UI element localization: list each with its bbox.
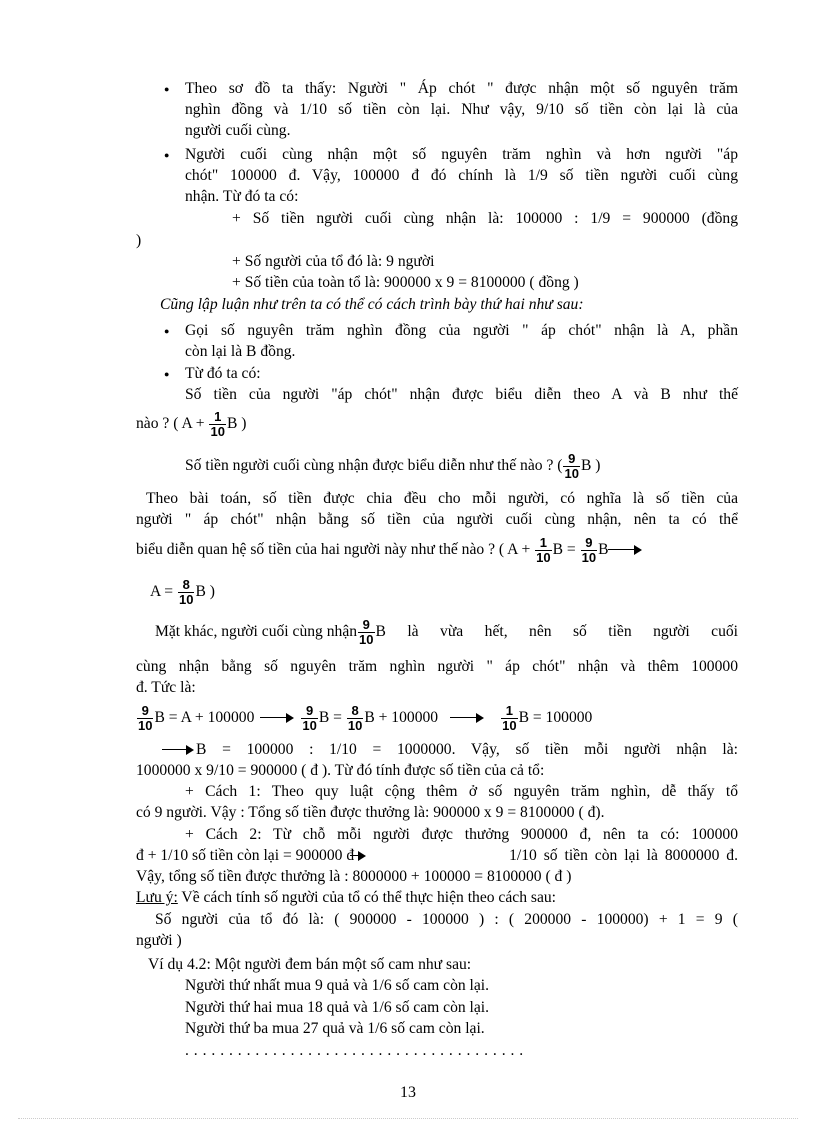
fraction-nine-tenths: $\frac{9}{10}$: [138, 702, 153, 733]
implies-arrow-icon: [260, 713, 294, 723]
paragraph-line: + Số tiền của toàn tổ là: 900000 x 9 = 8100000 ( đồng ): [232, 274, 579, 291]
list-item: Người thứ ba mua 27 quả và 1/6 số cam còn lại.: [185, 1020, 485, 1037]
formula-text: B =: [552, 541, 580, 558]
page-number: 13: [400, 1084, 416, 1101]
bullet-paragraph-line: ● Từ đó ta có:: [185, 364, 261, 384]
italic-paragraph-line: Cũng lập luận như trên ta có thể có cách trình bày thứ hai như sau:: [160, 296, 584, 313]
paragraph-line: + Số tiền người cuối cùng nhận là: 100000 : 1/9 = 900000 (đồng: [232, 210, 738, 227]
fraction-eight-tenths: $\frac{8}{10}$: [347, 702, 363, 733]
bullet-paragraph-line: ● Theo sơ đồ ta thấy: Người " Áp chót " được nhận một số nguyên trăm: [185, 79, 738, 99]
paragraph-line: nghìn đồng và 1/10 số tiền còn lại. Như vậy, 9/10 số tiền còn lại là của: [185, 101, 738, 118]
formula-text: Mặt khác, người cuối cùng nhận: [155, 623, 358, 640]
paragraph-line: có 9 người. Vậy : Tổng số tiền được thưởng là: 900000 x 9 = 8100000 ( đ).: [136, 804, 605, 821]
formula-line: [136, 535, 648, 565]
formula-line: [150, 577, 215, 607]
formula-text: B = A + 100000: [154, 709, 255, 726]
implies-arrow-icon: [450, 713, 484, 723]
paragraph-line: còn lại là B đồng.: [185, 343, 296, 360]
note-text: Về cách tính số người của tổ có thể thực hiện theo cách sau:: [177, 889, 557, 906]
formula-text: B ): [580, 457, 601, 474]
fraction-nine-tenths: $\frac{9}{10}$: [581, 534, 597, 565]
formula-text: B = 100000 : 1/10 = 1000000. Vậy, số tiền mỗi người nhận là:: [196, 741, 738, 758]
formula-line: [162, 740, 738, 760]
bullet-paragraph-line: ● Người cuối cùng nhận một số nguyên trăm nghìn và hơn người "áp: [185, 145, 738, 165]
formula-text: B = 100000: [518, 709, 593, 726]
note-line: [136, 888, 556, 908]
paragraph-line: người ): [136, 932, 182, 949]
implies-arrow-icon: [162, 745, 194, 755]
implies-arrow-icon: [608, 545, 642, 555]
list-item: Người thứ hai mua 18 quả và 1/6 số cam còn lại.: [185, 999, 490, 1016]
paragraph-line: Số người của tổ đó là: ( 900000 - 100000 ) : ( 200000 - 100000) + 1 = 9 (: [155, 911, 738, 928]
fraction-nine-tenths: $\frac{9}{10}$: [564, 450, 579, 481]
formula-text: B là vừa hết, nên số tiền người cuối: [375, 623, 738, 640]
example-heading: Ví dụ 4.2: Một người đem bán một số cam như sau:: [148, 956, 472, 973]
fraction-one-tenth: $\frac{1}{10}$: [210, 408, 225, 439]
formula-line: [155, 617, 738, 647]
formula-text: B ): [226, 415, 247, 432]
paragraph-line: người cuối cùng.: [185, 122, 291, 139]
formula-text: Số tiền người cuối cùng nhận được biểu diễn như thế nào ? (: [185, 457, 563, 474]
paragraph-line: 1000000 x 9/10 = 900000 ( đ ). Từ đó tính được số tiền của cả tổ:: [136, 762, 545, 779]
formula-line: [136, 409, 246, 439]
paragraph-line: Theo bài toán, số tiền được chia đều cho mỗi người, có nghĩa là số tiền của: [146, 490, 738, 507]
bullet-paragraph-line: ● Gọi số nguyên trăm nghìn đồng của người " áp chót" nhận là A, phần: [185, 321, 738, 341]
formula-text: nào ? ( A +: [136, 415, 209, 432]
fraction-nine-tenths: $\frac{9}{10}$: [302, 702, 317, 733]
paragraph-line: ): [136, 232, 142, 249]
formula-text: B =: [318, 709, 346, 726]
formula-text: B: [598, 541, 609, 558]
footer-divider: [18, 1118, 798, 1119]
paragraph-line: Số tiền của người "áp chót" nhận được biểu diễn theo A và B như thế: [185, 386, 738, 403]
formula-text: đ + 1/10 số tiền còn lại = 900000 đ: [136, 847, 355, 864]
paragraph-line: + Cách 1: Theo quy luật cộng thêm ở số nguyên trăm nghìn, dễ thấy tổ: [185, 783, 738, 800]
fraction-nine-tenths: $\frac{9}{10}$: [359, 616, 374, 647]
note-label: Lưu ý:: [136, 889, 178, 906]
paragraph-line: chót" 100000 đ. Vậy, 100000 đ đó chính là 1/9 số tiền người cuối cùng: [185, 167, 738, 184]
paragraph-line: người " áp chót" nhận bằng số tiền của người cuối cùng nhận, nên ta có thể: [136, 511, 738, 528]
fraction-one-tenth: $\frac{1}{10}$: [536, 534, 551, 565]
formula-text: B + 100000: [364, 709, 439, 726]
formula-text: 1/10 số tiền còn lại là 8000000 đ.: [509, 847, 738, 864]
paragraph-line: Vậy, tổng số tiền được thưởng là : 8000000 + 100000 = 8100000 ( đ ): [136, 868, 572, 885]
paragraph-line: + Cách 2: Từ chỗ mỗi người được thưởng 900000 đ, nên ta có: 100000: [185, 826, 738, 843]
implies-arrow-icon: [350, 851, 366, 861]
paragraph-line: + Số người của tổ đó là: 9 người: [232, 253, 435, 270]
fraction-eight-tenths: $\frac{8}{10}$: [179, 576, 194, 607]
formula-line: [185, 451, 600, 481]
formula-text: biểu diễn quan hệ số tiền của hai người này như thế nào ? ( A +: [136, 541, 535, 558]
paragraph-line: đ. Tức là:: [136, 679, 196, 696]
list-item: Người thứ nhất mua 9 quả và 1/6 số cam còn lại.: [185, 977, 490, 994]
formula-text: A =: [150, 583, 177, 600]
paragraph-line: cùng nhận bằng số nguyên trăm nghìn người " áp chót" nhận và thêm 100000: [136, 658, 738, 675]
ellipsis-line: . . . . . . . . . . . . . . . . . . . . . . . . . . . . . . . . . . . . . . .: [185, 1042, 524, 1059]
paragraph-line: nhận. Từ đó ta có:: [185, 188, 299, 205]
formula-line: [136, 846, 738, 866]
fraction-one-tenth: $\frac{1}{10}$: [502, 702, 517, 733]
formula-line: [136, 703, 592, 733]
formula-text: B ): [195, 583, 215, 600]
